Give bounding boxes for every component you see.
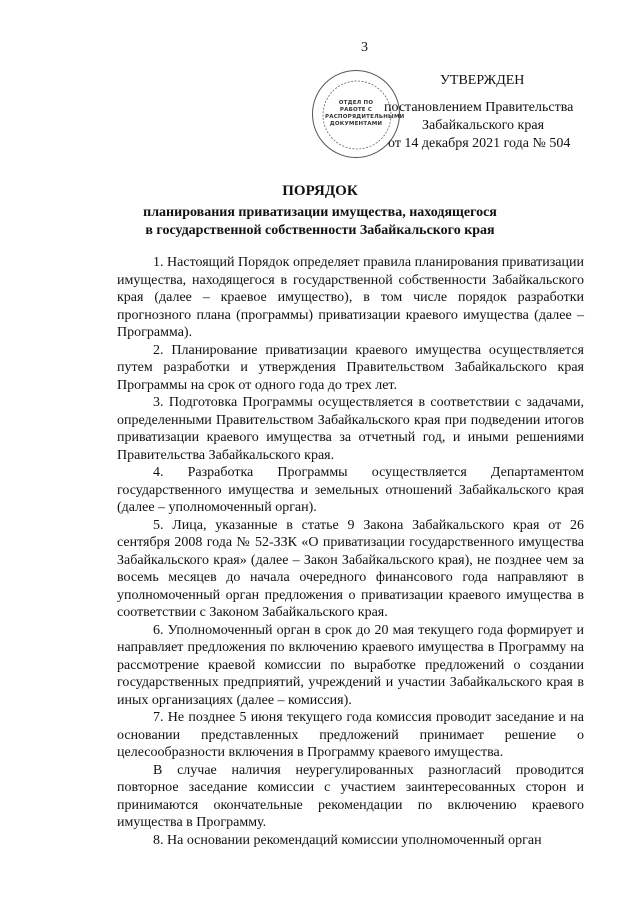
paragraph-7-continued: В случае наличия неурегулированных разногласий проводится повторное заседание комиссии с участием заинтересованных сторон и принимаются окончательные рекомендации по включению краевого имущества в Программу. xyxy=(117,762,584,830)
document-subtitle-line-1: планирования приватизации имущества, находящегося xyxy=(143,205,497,220)
paragraph-4: 4. Разработка Программы осуществляется Департаментом государственного имущества и земельных отношений Забайкальского края (далее – уполномоченный орган). xyxy=(117,465,584,515)
paragraph-7: 7. Не позднее 5 июня текущего года комиссия проводит заседание и на основании представленных предложений принимает решение о целесообразности включения в Программу краевого имущества. xyxy=(117,710,584,760)
approval-block xyxy=(384,72,573,153)
stamp-text: ОТДЕЛ ПО РАБОТЕ С РАСПОРЯДИТЕЛЬНЫМИ ДОКУМЕНТАМИ xyxy=(325,100,405,127)
document-subtitle-line-2: в государственной собственности Забайкальского края xyxy=(145,223,495,238)
page-number: 3 xyxy=(361,40,368,55)
paragraph-5: 5. Лица, указанные в статье 9 Закона Забайкальского края от 26 сентября 2008 года № 52-ЗЗК «О приватизации государственного имущества Забайкальского края» (далее – Закон Забайкальского края), не позднее чем за восемь месяцев до начала очередного финансового года направляют в уполномоченный орган предложения о приватизации краевого имущества в соответствии с Законом Забайкальского края. xyxy=(117,517,584,620)
paragraph-6: 6. Уполномоченный орган в срок до 20 мая текущего года формирует и направляет предложения по включению краевого имущества в Программу на рассмотрение краевой комиссии по выработке предложений о создании государственных предприятий, учреждений и участии Забайкальского края в иных организациях (далее – комиссия). xyxy=(117,622,584,708)
document-body xyxy=(117,254,584,849)
paragraph-1: 1. Настоящий Порядок определяет правила планирования приватизации имущества, находящегося в государственной собственности Забайкальского края (далее – краевое имущество), в том числе порядок разработки прогнозного плана (программы) приватизации краевого имущества (далее – Программа). xyxy=(117,255,584,340)
document-heading xyxy=(0,182,640,240)
paragraph-3: 3. Подготовка Программы осуществляется в соответствии с задачами, определенными Правительством Забайкальского края при подведении итогов приватизации краевого имущества за отчетный год, и иными решениями Правительства Забайкальского края. xyxy=(117,395,584,463)
paragraph-2: 2. Планирование приватизации краевого имущества осуществляется путем разработки и утверждения Правительством Забайкальского края Программы на срок от одного года до трех лет. xyxy=(117,342,584,393)
document-title: ПОРЯДОК xyxy=(282,183,358,199)
approval-title: УТВЕРЖДЕН xyxy=(440,73,525,88)
paragraph-8: 8. На основании рекомендаций комиссии уполномоченный орган xyxy=(153,832,542,848)
approval-line-1: постановлением Правительства xyxy=(384,100,574,115)
approval-line-2: Забайкальского края xyxy=(422,118,545,133)
approval-line-3: от 14 декабря 2021 года № 504 xyxy=(388,136,571,151)
